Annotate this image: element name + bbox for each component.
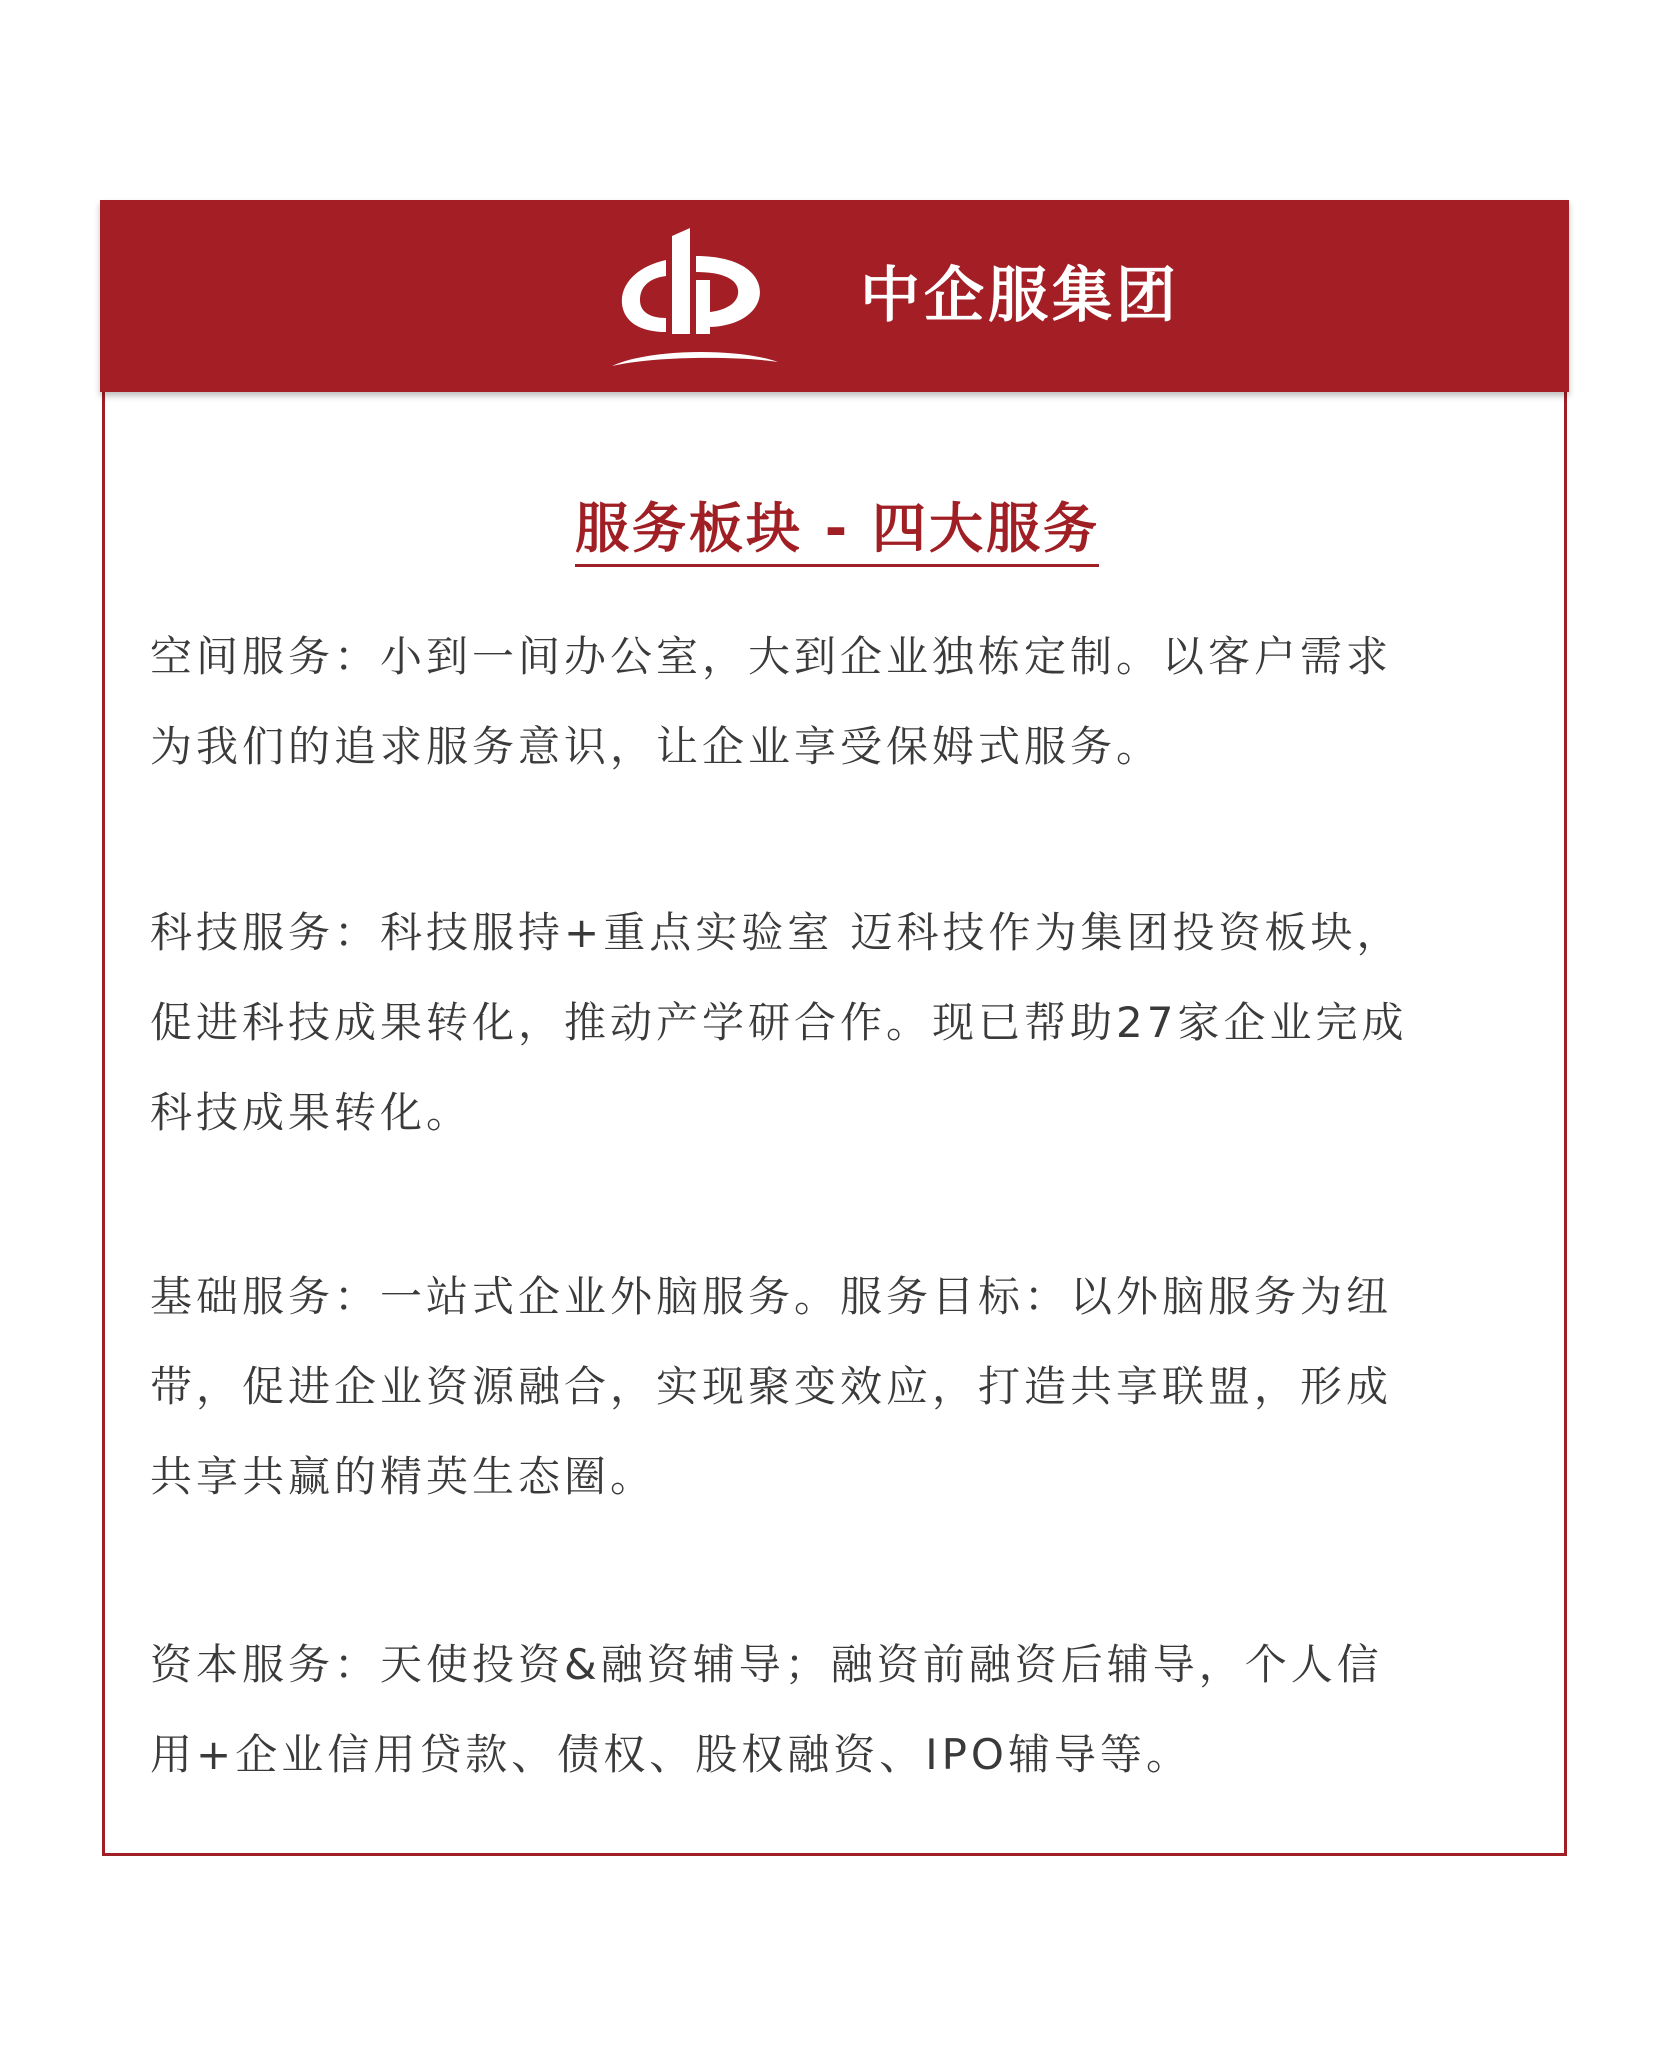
company-logo-icon	[610, 222, 780, 372]
brand-name: 中企服集团	[860, 261, 1180, 331]
paragraph-line: 资本服务：天使投资&融资辅导；融资前融资后辅导，个人信	[150, 1640, 1383, 1689]
paragraph-line: 基础服务：一站式企业外脑服务。服务目标：以外脑服务为纽	[150, 1272, 1393, 1321]
paragraph-line: 带，促进企业资源融合，实现聚变效应，打造共享联盟，形成	[150, 1362, 1393, 1411]
header-banner	[100, 200, 1569, 392]
service-paragraph-basic	[150, 1252, 1530, 1522]
paragraph-line: 科技服务：科技服持+重点实验室 迈科技作为集团投资板块，	[150, 908, 1403, 957]
paragraph-line: 促进科技成果转化，推动产学研合作。现已帮助27家企业完成	[150, 998, 1408, 1047]
paragraph-line: 用+企业信用贷款、债权、股权融资、IPO辅导等。	[150, 1730, 1192, 1779]
section-title: 服务板块 - 四大服务	[575, 497, 1101, 560]
paragraph-line: 科技成果转化。	[150, 1088, 473, 1137]
paragraph-line: 空间服务：小到一间办公室，大到企业独栋定制。以客户需求	[150, 632, 1393, 681]
paragraph-line: 为我们的追求服务意识，让企业享受保姆式服务。	[150, 722, 1163, 771]
title-underline	[575, 564, 1099, 567]
service-paragraph-capital	[150, 1620, 1530, 1800]
service-paragraph-space	[150, 612, 1530, 792]
service-paragraph-tech	[150, 888, 1530, 1158]
paragraph-line: 共享共赢的精英生态圈。	[150, 1452, 657, 1501]
